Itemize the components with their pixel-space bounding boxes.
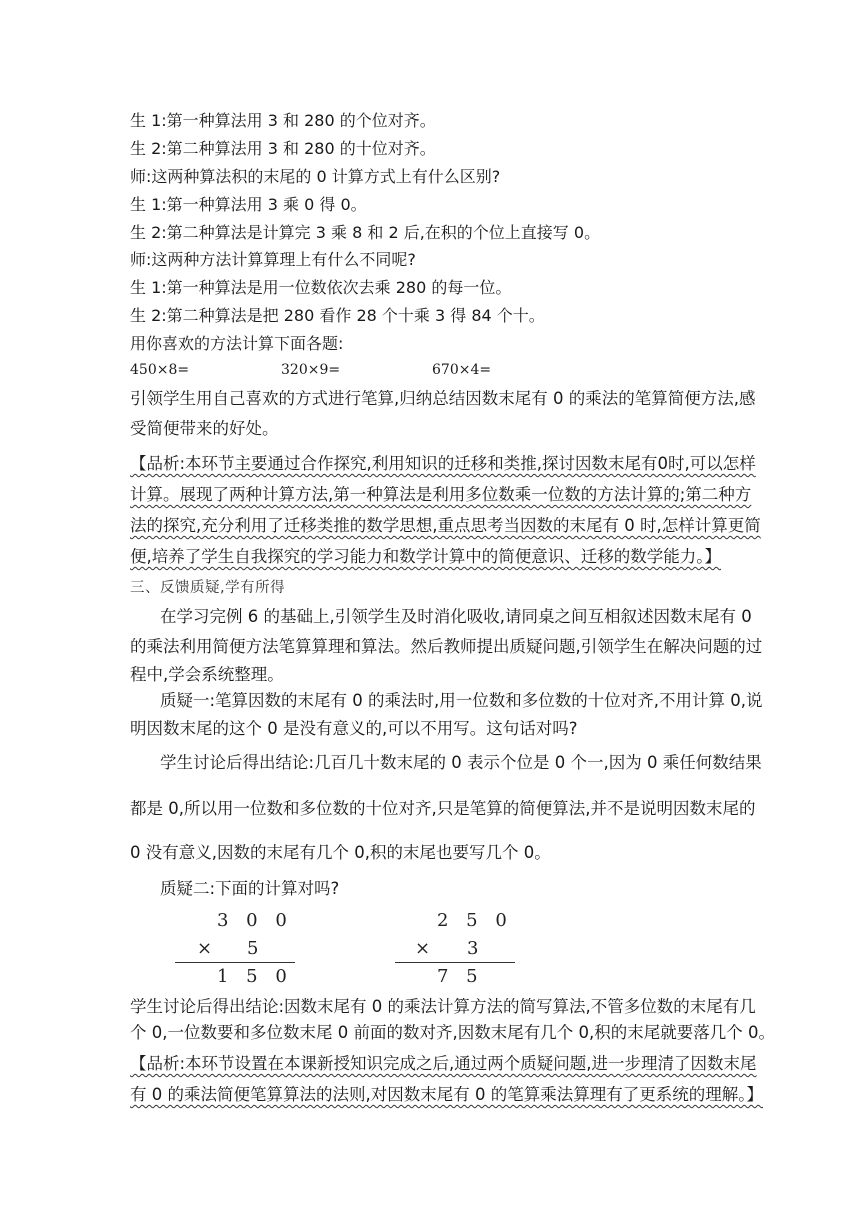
analysis-note-line: 【品析:本环节设置在本课新授知识完成之后,通过两个质疑问题,进一步理清了因数末尾 [130, 1054, 757, 1073]
guide-line: 引领学生用自己喜欢的方式进行笔算,归纳总结因数末尾有 0 的乘法的笔算简便方法,感 [130, 389, 756, 408]
dialogue-line: 生 1:第一种算法用 3 和 280 的个位对齐。 [130, 111, 436, 130]
multiply-sign: × [197, 938, 213, 959]
conclusion-2-line: 学生讨论后得出结论:因数末尾有 0 的乘法计算方法的简写算法,不管多位数的末尾有几 [130, 997, 756, 1016]
exercise-3: 670×4= [432, 362, 492, 378]
question-1-line: 质疑一:笔算因数的末尾有 0 的乘法时,用一位数和多位数的十位对齐,不用计算 0,说 [160, 691, 763, 710]
dialogue-line: 生 2:第二种算法是把 280 看作 28 个十乘 3 得 84 个十。 [130, 306, 545, 325]
exercise-1: 450×8= [130, 362, 190, 378]
guide-line: 受简便带来的好处。 [130, 419, 279, 438]
multiply-sign: × [415, 938, 431, 959]
analysis-note-2 [130, 1048, 763, 1110]
conclusion-2-line: 个 0,一位数要和多位数末尾 0 前面的数对齐,因数末尾有几个 0,积的末尾就要落几个 0。 [130, 1023, 775, 1042]
analysis-note-line: 【品析:本环节主要通过合作探究,利用知识的迁移和类推,探讨因数末尾有0时,可以怎样 [130, 454, 756, 473]
result-line [395, 962, 515, 963]
conclusion-line: 0 没有意义,因数的末尾有几个 0,积的末尾也要写几个 0。 [130, 843, 551, 862]
question-1-line: 明因数末尾的这个 0 是没有意义的,可以不用写。这句话对吗? [130, 719, 578, 738]
analysis-note-line: 法的探究,充分利用了迁移类推的数学思想,重点思考当因数的末尾有 0 时,怎样计算更简 [130, 516, 761, 535]
multiplier: 5 [247, 938, 259, 959]
question-2-line: 质疑二:下面的计算对吗? [160, 879, 340, 898]
vertical-calculation-1 [175, 910, 295, 990]
multiplicand: 3 0 0 [217, 910, 293, 931]
analysis-note-line: 有 0 的乘法简便笔算算法的法则,对因数末尾有 0 的笔算乘法算理有了更系统的理解。】 [130, 1085, 763, 1104]
paragraph-line: 程中,学会系统整理。 [130, 665, 284, 684]
multiplier: 3 [467, 938, 479, 959]
paragraph-line: 的乘法利用简便方法笔算算理和算法。然后教师提出质疑问题,引领学生在解决问题的过 [130, 637, 763, 656]
dialogue-line: 师:这两种算法积的末尾的 0 计算方式上有什么区别? [130, 167, 501, 186]
section-heading: 三、反馈质疑,学有所得 [130, 580, 286, 596]
conclusion-line: 都是 0,所以用一位数和多位数的十位对齐,只是笔算的简便算法,并不是说明因数末尾的 [130, 799, 756, 818]
dialogue-line: 师:这两种方法计算算理上有什么不同呢? [130, 250, 416, 269]
analysis-note-line: 计算。展现了两种计算方法,第一种算法是利用多位数乘一位数的方法计算的;第二种方 [130, 485, 752, 504]
product: 7 5 [437, 966, 484, 987]
vertical-calculation-2 [395, 910, 515, 990]
dialogue-line: 生 1:第一种算法用 3 乘 0 得 0。 [130, 195, 367, 214]
dialogue-line: 生 2:第二种算法用 3 和 280 的十位对齐。 [130, 139, 436, 158]
multiplicand: 2 5 0 [437, 910, 513, 931]
dialogue-line: 生 1:第一种算法是用一位数依次去乘 280 的每一位。 [130, 278, 512, 297]
analysis-note-line: 便,培养了学生自我探究的学习能力和数学计算中的简便意识、迁移的数学能力。】 [130, 547, 721, 566]
result-line [175, 962, 295, 963]
product: 1 5 0 [217, 966, 293, 987]
analysis-note-1 [130, 448, 761, 572]
paragraph-line: 在学习完例 6 的基础上,引领学生及时消化吸收,请同桌之间互相叙述因数末尾有 0 [160, 607, 752, 626]
instruction-line: 用你喜欢的方法计算下面各题: [130, 334, 344, 353]
exercise-2: 320×9= [281, 362, 341, 378]
conclusion-line: 学生讨论后得出结论:几百几十数末尾的 0 表示个位是 0 个一,因为 0 乘任何数结果 [160, 753, 762, 772]
dialogue-line: 生 2:第二种算法是计算完 3 乘 8 和 2 后,在积的个位上直接写 0。 [130, 223, 601, 242]
